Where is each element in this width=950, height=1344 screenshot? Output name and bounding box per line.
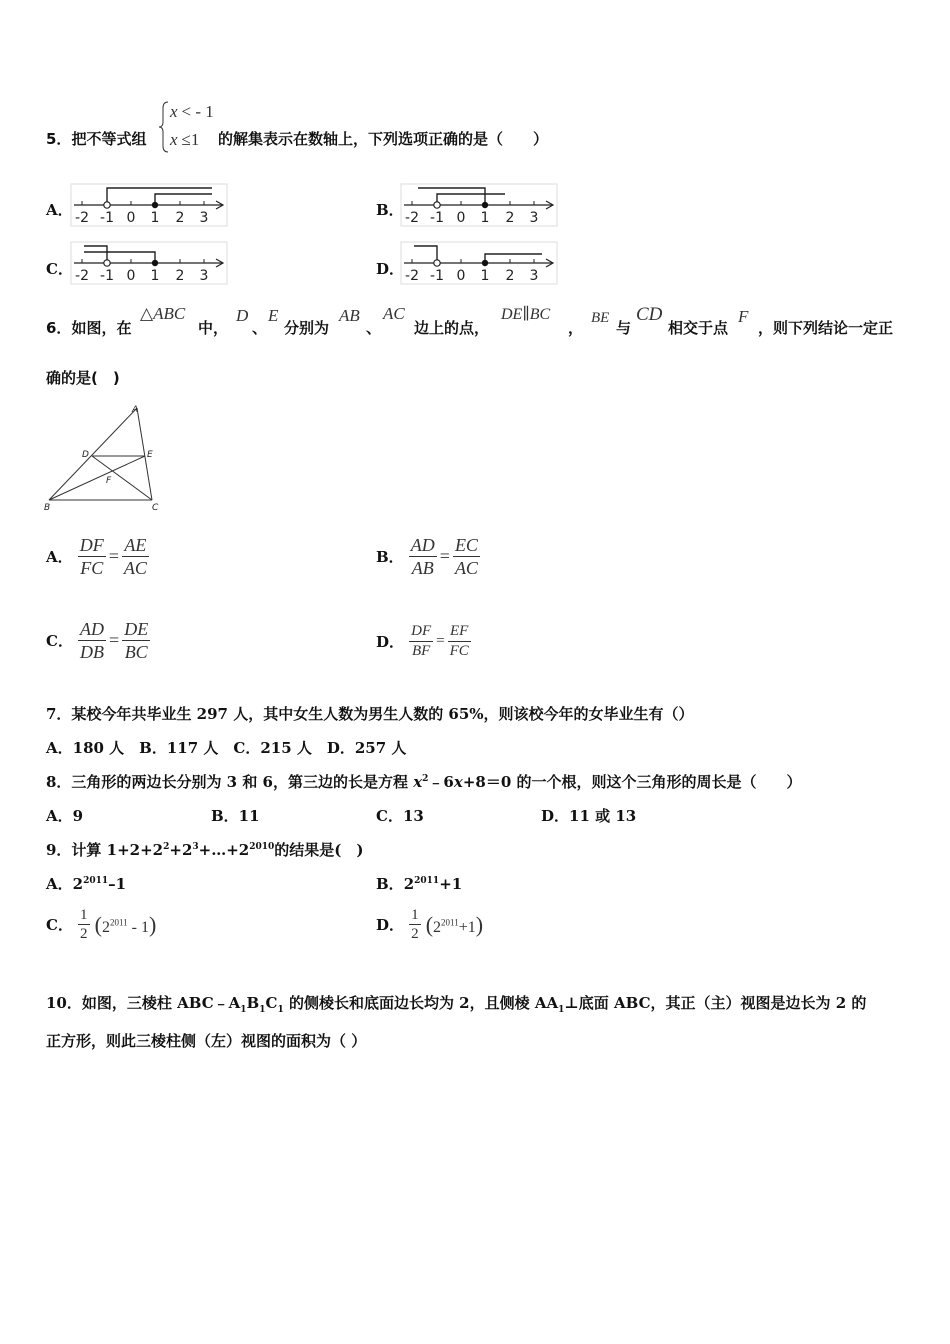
fraction: $\frac{EC}{AC}$ bbox=[454, 535, 478, 578]
figure-label-a: A bbox=[132, 405, 139, 415]
q8-option-a: A．9 bbox=[46, 807, 84, 825]
q6-option-d-label: D． bbox=[376, 633, 405, 651]
q8-stem: 8．三角形的两边长分别为 3 和 6，第三边的长是方程 $x^2﹣6x+8=0$ 的一个根，则这个三角形的周长是（ ） bbox=[46, 773, 802, 791]
equals-sign: = bbox=[436, 633, 445, 649]
numberline-tick-label: -1 bbox=[100, 210, 114, 226]
solid-dot-icon bbox=[482, 202, 488, 208]
fraction: $\frac{AD}{AB}$ bbox=[410, 535, 435, 578]
q5-option-a-label: A． bbox=[46, 201, 73, 219]
numberline-tick-label: 2 bbox=[175, 210, 185, 226]
q6-segment-cd: CD bbox=[636, 304, 663, 325]
numberline-tick-label: 0 bbox=[126, 210, 136, 226]
q6-text-7: 相交于点 bbox=[668, 319, 729, 337]
q6-text-5: ， bbox=[568, 319, 584, 337]
numberline-tick-label: -1 bbox=[430, 268, 444, 284]
numberline-tick-label: 2 bbox=[505, 268, 515, 284]
fraction: $\frac{AD}{DB}$ bbox=[80, 619, 105, 662]
figure-label-c: C bbox=[152, 503, 159, 513]
open-circle-icon bbox=[104, 202, 110, 208]
equals-sign: = bbox=[109, 630, 120, 650]
numberline-tick-label: 1 bbox=[480, 210, 490, 226]
q6-option-b bbox=[376, 534, 480, 579]
numberline-tick-label: 3 bbox=[529, 268, 539, 284]
q6-option-b-label: B． bbox=[376, 548, 404, 566]
q6-parallel: DE∥BC bbox=[501, 306, 551, 323]
q5-option-c-numberline bbox=[70, 238, 230, 286]
numberline-tick-label: -1 bbox=[100, 268, 114, 284]
q5-inequality-system bbox=[158, 100, 218, 154]
numberline-tick-label: 3 bbox=[529, 210, 539, 226]
q5-option-b-label: B． bbox=[376, 201, 404, 219]
open-circle-icon bbox=[434, 260, 440, 266]
q6-segment-be: BE bbox=[591, 310, 610, 326]
q6-text-2: 中， bbox=[198, 319, 229, 337]
solution-ranges bbox=[414, 246, 542, 263]
q6-option-a-label: A． bbox=[46, 548, 73, 566]
numberline-tick-label: 1 bbox=[150, 268, 160, 284]
q8-option-b: B．11 bbox=[211, 807, 260, 825]
q6-point-d: D bbox=[236, 306, 249, 325]
q6-option-d bbox=[376, 622, 471, 661]
q6-text-8: ，则下列结论一定正 bbox=[758, 319, 894, 337]
q6-point-e: E bbox=[268, 306, 279, 325]
q6-option-a bbox=[46, 534, 149, 579]
q9-stem: 9．计算 $1+2+2^2+2^3+\dots+2^{2010}$的结果是( ) bbox=[46, 841, 364, 859]
q5-option-a-numberline bbox=[70, 180, 230, 228]
q6-stem-line1 bbox=[46, 304, 926, 344]
q6-text-6: 与 bbox=[616, 319, 632, 337]
open-circle-icon bbox=[434, 202, 440, 208]
left-brace-icon bbox=[158, 100, 170, 154]
q6-segment-ab: AB bbox=[339, 306, 360, 325]
q6-option-c bbox=[46, 618, 150, 663]
q5-inequality-2: x ≤1 bbox=[170, 130, 200, 149]
figure-label-e: E bbox=[147, 450, 153, 460]
numberline-tick-label: 1 bbox=[480, 268, 490, 284]
fraction: $\frac{AE}{AC}$ bbox=[123, 535, 147, 578]
equals-sign: = bbox=[108, 546, 119, 566]
q6-triangle: △ABC bbox=[140, 304, 186, 323]
q6-text-4: 边上的点， bbox=[414, 319, 490, 337]
q9-option-d: D． $\frac{1}{2}$ $(2^{2011}+1)$ bbox=[376, 907, 484, 942]
solution-ranges bbox=[107, 188, 212, 205]
fraction: $\frac{DE}{BC}$ bbox=[124, 619, 149, 662]
figure-label-d: D bbox=[82, 450, 89, 460]
numberline-tick-label: 0 bbox=[456, 210, 466, 226]
q5-option-d-numberline bbox=[400, 238, 560, 286]
solid-dot-icon bbox=[152, 202, 158, 208]
q9-option-b: B．$2^{2011}+1$ bbox=[376, 875, 463, 893]
q10-stem-line2: 正方形，则此三棱柱侧（左）视图的面积为（ ） bbox=[46, 1032, 367, 1050]
q5-prefix: 把不等式组 bbox=[71, 130, 147, 148]
numberline-tick-label: -1 bbox=[430, 210, 444, 226]
q5-option-c-label: C． bbox=[46, 260, 73, 278]
numberline-tick-label: 3 bbox=[199, 268, 209, 284]
equals-sign: = bbox=[439, 546, 450, 566]
numberline-tick-label: -2 bbox=[405, 268, 419, 284]
q8-option-d: D．11 或 13 bbox=[541, 807, 637, 825]
q10-stem-line1: 10．如图，三棱柱 $ABC﹣A_1B_1C_1$ 的侧棱长和底面边长均为 2，且侧棱 $AA_1\perp$底面 ABC，其正（主）视图是边长为 2 的 bbox=[46, 994, 867, 1015]
numberline-tick-label: 1 bbox=[150, 210, 160, 226]
q5-inequality-1: x < - 1 bbox=[170, 102, 214, 121]
solid-dot-icon bbox=[482, 260, 488, 266]
figure-label-b: B bbox=[44, 503, 51, 513]
q5-suffix: 的解集表示在数轴上，下列选项正确的是（ ） bbox=[218, 130, 549, 148]
q6-sep-2: 、 bbox=[366, 319, 382, 337]
q8-option-c: C．13 bbox=[376, 807, 424, 825]
fraction: $\frac{DF}{BF}$ bbox=[411, 623, 432, 659]
q6-text-3: 分别为 bbox=[284, 319, 330, 337]
numberline-tick-label: 2 bbox=[175, 268, 185, 284]
figure-label-f: F bbox=[106, 476, 112, 486]
numberline-tick-label: -2 bbox=[405, 210, 419, 226]
q5-option-b-numberline bbox=[400, 180, 560, 228]
numberline-tick-label: 3 bbox=[199, 210, 209, 226]
q6-option-c-label: C． bbox=[46, 632, 73, 650]
q6-number-text: 6．如图，在 bbox=[46, 319, 132, 337]
q5-stem bbox=[46, 128, 146, 149]
q6-stem-line2: 确的是( ) bbox=[46, 369, 120, 387]
q7-options: A．180 人 B．117 人 C．215 人 D．257 人 bbox=[46, 739, 407, 757]
numberline-tick-label: -2 bbox=[75, 268, 89, 284]
numberline-tick-label: -2 bbox=[75, 210, 89, 226]
q6-point-f: F bbox=[738, 307, 749, 326]
q5-number: 5． bbox=[46, 130, 72, 148]
open-circle-icon bbox=[104, 260, 110, 266]
q6-segment-ac: AC bbox=[383, 304, 405, 323]
q5-option-d-label: D． bbox=[376, 260, 405, 278]
q7-stem: 7．某校今年共毕业生 297 人，其中女生人数为男生人数的 65%，则该校今年的女毕业生有（） bbox=[46, 705, 694, 723]
q9-option-a: A．$2^{2011}-1$ bbox=[46, 875, 127, 893]
numberline-tick-label: 0 bbox=[126, 268, 136, 284]
q6-triangle-figure bbox=[40, 400, 170, 515]
fraction: $\frac{EF}{FC}$ bbox=[449, 623, 469, 659]
solid-dot-icon bbox=[152, 260, 158, 266]
q6-sep-1: 、 bbox=[252, 319, 268, 337]
numberline-tick-label: 2 bbox=[505, 210, 515, 226]
solution-ranges bbox=[84, 246, 155, 263]
q9-option-c: C． $\frac{1}{2}$ $(2^{2011} - 1)$ bbox=[46, 907, 157, 942]
numberline-tick-label: 0 bbox=[456, 268, 466, 284]
fraction: $\frac{DF}{FC}$ bbox=[79, 535, 104, 578]
